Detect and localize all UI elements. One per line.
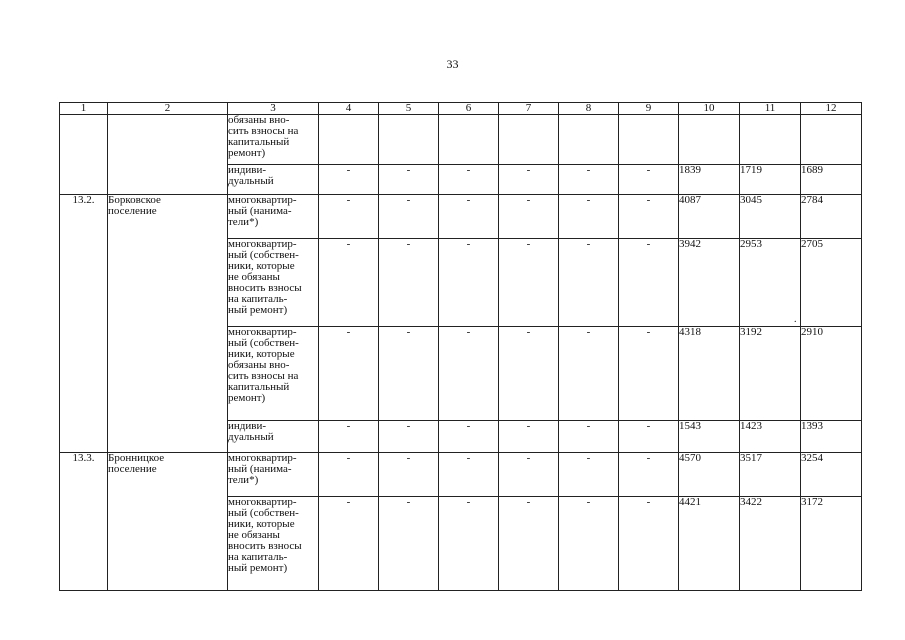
table-body xyxy=(60,115,862,591)
dash-cell: - xyxy=(379,195,439,239)
column-header: 2 xyxy=(108,103,228,115)
column-header: 8 xyxy=(559,103,619,115)
dash-cell: - xyxy=(439,453,499,497)
dash-cell: - xyxy=(439,165,499,195)
housing-type-cell: многоквартир- ный (нанима- тели*) xyxy=(228,195,319,239)
value-col12-cell: 3172 xyxy=(801,497,862,591)
dash-cell: - xyxy=(559,497,619,591)
dash-cell: - xyxy=(379,453,439,497)
dash-cell xyxy=(559,115,619,165)
dash-cell: - xyxy=(619,421,679,453)
dash-cell xyxy=(499,115,559,165)
dash-cell: - xyxy=(499,453,559,497)
dash-cell xyxy=(379,115,439,165)
value-col11-cell: 1719 xyxy=(740,165,801,195)
value-col11-cell: 2953 xyxy=(740,239,801,327)
dash-cell: - xyxy=(619,453,679,497)
column-header: 9 xyxy=(619,103,679,115)
value-col11-cell: 3045 xyxy=(740,195,801,239)
column-header: 7 xyxy=(499,103,559,115)
dash-cell: - xyxy=(499,327,559,421)
dash-cell: - xyxy=(379,421,439,453)
value-col11-cell: 3192 xyxy=(740,327,801,421)
dash-cell: - xyxy=(619,195,679,239)
value-col12-cell xyxy=(801,115,862,165)
dash-cell: - xyxy=(439,421,499,453)
value-col10-cell xyxy=(679,115,740,165)
column-number-row xyxy=(60,103,862,115)
settlement-name-cell: Бронницкое поселение xyxy=(108,453,228,591)
dash-cell: - xyxy=(559,165,619,195)
value-col10-cell: 4318 xyxy=(679,327,740,421)
value-col10-cell: 1839 xyxy=(679,165,740,195)
housing-type-cell: многоквартир- ный (собствен- ники, которые обязаны вно- сить взносы на капитальный ремонт) xyxy=(228,327,319,421)
item-number-cell xyxy=(60,115,108,195)
dash-cell: - xyxy=(559,453,619,497)
dash-cell: - xyxy=(379,497,439,591)
page-number: 33 xyxy=(446,57,459,71)
column-header: 4 xyxy=(319,103,379,115)
settlement-name-cell: Борковское поселение xyxy=(108,195,228,453)
dash-cell: - xyxy=(319,327,379,421)
column-header: 11 xyxy=(740,103,801,115)
dash-cell: - xyxy=(319,239,379,327)
table-row xyxy=(60,195,862,239)
value-col10-cell: 1543 xyxy=(679,421,740,453)
table-row xyxy=(60,453,862,497)
dash-cell xyxy=(619,115,679,165)
dash-cell: - xyxy=(559,327,619,421)
dash-cell: - xyxy=(499,421,559,453)
value-col12-cell: 2705 xyxy=(801,239,862,327)
dash-cell: - xyxy=(619,165,679,195)
dash-cell: - xyxy=(619,497,679,591)
value-col12-cell: 2910 xyxy=(801,327,862,421)
dash-cell: - xyxy=(379,165,439,195)
dash-cell: - xyxy=(319,165,379,195)
dash-cell: - xyxy=(499,497,559,591)
stray-mark: . xyxy=(794,314,797,325)
dash-cell: - xyxy=(379,239,439,327)
dash-cell: - xyxy=(619,327,679,421)
value-col12-cell: 2784 xyxy=(801,195,862,239)
column-header: 3 xyxy=(228,103,319,115)
dash-cell xyxy=(319,115,379,165)
dash-cell: - xyxy=(319,421,379,453)
column-header: 6 xyxy=(439,103,499,115)
dash-cell: - xyxy=(379,327,439,421)
value-col12-cell: 1393 xyxy=(801,421,862,453)
item-number-cell: 13.2. xyxy=(60,195,108,453)
value-col11-cell: 1423 xyxy=(740,421,801,453)
dash-cell: - xyxy=(319,453,379,497)
dash-cell: - xyxy=(439,497,499,591)
value-col10-cell: 4087 xyxy=(679,195,740,239)
dash-cell: - xyxy=(439,195,499,239)
dash-cell: - xyxy=(319,497,379,591)
column-header: 12 xyxy=(801,103,862,115)
item-number-cell: 13.3. xyxy=(60,453,108,591)
table-row xyxy=(60,115,862,165)
dash-cell: - xyxy=(559,239,619,327)
tariff-table xyxy=(59,102,862,591)
value-col11-cell: 3517 xyxy=(740,453,801,497)
housing-type-cell: индиви- дуальный xyxy=(228,165,319,195)
value-col10-cell: 4421 xyxy=(679,497,740,591)
value-col12-cell: 3254 xyxy=(801,453,862,497)
dash-cell xyxy=(439,115,499,165)
value-col10-cell: 4570 xyxy=(679,453,740,497)
value-col11-cell xyxy=(740,115,801,165)
value-col10-cell: 3942 xyxy=(679,239,740,327)
dash-cell: - xyxy=(439,327,499,421)
dash-cell: - xyxy=(559,421,619,453)
dash-cell: - xyxy=(499,195,559,239)
dash-cell: - xyxy=(619,239,679,327)
housing-type-cell: многоквартир- ный (собствен- ники, которые не обязаны вносить взносы на капиталь- ный ремонт) xyxy=(228,239,319,327)
column-header: 10 xyxy=(679,103,740,115)
value-col11-cell: 3422 xyxy=(740,497,801,591)
value-col12-cell: 1689 xyxy=(801,165,862,195)
dash-cell: - xyxy=(559,195,619,239)
dash-cell: - xyxy=(439,239,499,327)
housing-type-cell: индиви- дуальный xyxy=(228,421,319,453)
settlement-name-cell xyxy=(108,115,228,195)
column-header: 1 xyxy=(60,103,108,115)
dash-cell: - xyxy=(499,165,559,195)
column-header: 5 xyxy=(379,103,439,115)
housing-type-cell: многоквартир- ный (нанима- тели*) xyxy=(228,453,319,497)
housing-type-cell: обязаны вно- сить взносы на капитальный ремонт) xyxy=(228,115,319,165)
dash-cell: - xyxy=(499,239,559,327)
dash-cell: - xyxy=(319,195,379,239)
housing-type-cell: многоквартир- ный (собствен- ники, которые не обязаны вносить взносы на капиталь- ный ремонт) xyxy=(228,497,319,591)
